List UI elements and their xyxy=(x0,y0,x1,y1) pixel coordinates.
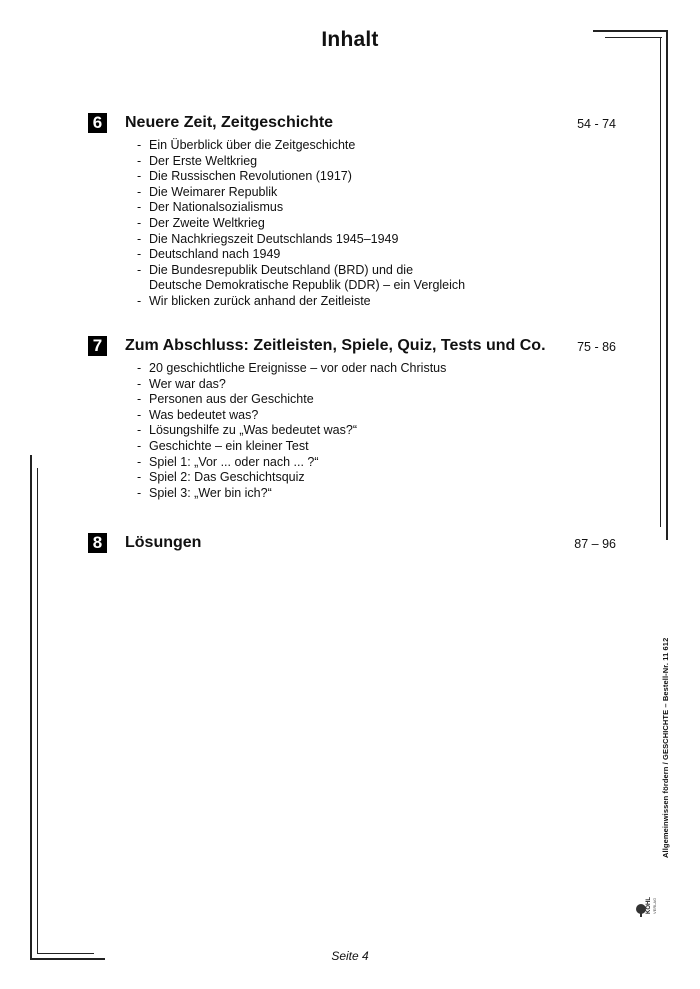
publisher-logo xyxy=(634,862,658,918)
logo-tagline: VERLAG xyxy=(652,897,657,914)
section-number-badge: 8 xyxy=(88,533,107,553)
list-item: - Spiel 1: „Vor ... oder nach ... ?“ xyxy=(137,455,628,471)
list-item: - Lösungshilfe zu „Was bedeutet was?“ xyxy=(137,423,628,439)
list-item: - Was bedeutet was? xyxy=(137,408,628,424)
frame-left-vertical xyxy=(30,455,32,960)
section-7 xyxy=(88,336,628,501)
logo-name: KOHL xyxy=(646,897,652,914)
section-number-badge: 6 xyxy=(88,113,107,133)
page-number: Seite 4 xyxy=(331,949,369,963)
section-header xyxy=(88,336,628,358)
list-item: - Spiel 2: Das Geschichtsquiz xyxy=(137,470,628,486)
list-item: - Wir blicken zurück anhand der Zeitleiste xyxy=(137,294,628,310)
list-item: - Der Zweite Weltkrieg xyxy=(137,216,628,232)
section-title: Zum Abschluss: Zeitleisten, Spiele, Quiz, Tests und Co. xyxy=(125,337,546,354)
section-pages: 87 – 96 xyxy=(574,537,616,551)
sidebar-order-info: Allgemeinwissen fördern / GESCHICHTE – Bestell-Nr. 11 612 xyxy=(661,637,670,858)
section-title: Lösungen xyxy=(125,534,202,551)
list-item: - Der Nationalsozialismus xyxy=(137,200,628,216)
frame-right-vertical xyxy=(666,30,668,540)
section-item-list xyxy=(137,138,628,310)
section-6 xyxy=(88,113,628,310)
list-item: - Die Russischen Revolutionen (1917) xyxy=(137,169,628,185)
frame-left-vertical-inner xyxy=(37,468,38,954)
list-item: - Personen aus der Geschichte xyxy=(137,392,628,408)
section-8 xyxy=(88,533,628,555)
frame-right-vertical-inner xyxy=(660,37,661,527)
page-title: Inhalt xyxy=(321,28,379,51)
section-pages: 54 - 74 xyxy=(577,117,616,131)
section-title: Neuere Zeit, Zeitgeschichte xyxy=(125,114,334,131)
list-item: - Die Bundesrepublik Deutschland (BRD) und die Deutsche Demokratische Republik (DDR) – ein Vergleich xyxy=(137,263,628,294)
list-item: - Der Erste Weltkrieg xyxy=(137,154,628,170)
list-item: - Deutschland nach 1949 xyxy=(137,247,628,263)
list-item: - Geschichte – ein kleiner Test xyxy=(137,439,628,455)
list-item: - Die Nachkriegszeit Deutschlands 1945–1949 xyxy=(137,232,628,248)
list-item: - Spiel 3: „Wer bin ich?“ xyxy=(137,486,628,502)
list-item: - Ein Überblick über die Zeitgeschichte xyxy=(137,138,628,154)
section-pages: 75 - 86 xyxy=(577,340,616,354)
list-item: - Die Weimarer Republik xyxy=(137,185,628,201)
list-item: - Wer war das? xyxy=(137,377,628,393)
section-number-badge: 7 xyxy=(88,336,107,356)
list-item: - 20 geschichtliche Ereignisse – vor oder nach Christus xyxy=(137,361,628,377)
section-header xyxy=(88,113,628,135)
section-header xyxy=(88,533,628,555)
section-item-list xyxy=(137,361,628,501)
